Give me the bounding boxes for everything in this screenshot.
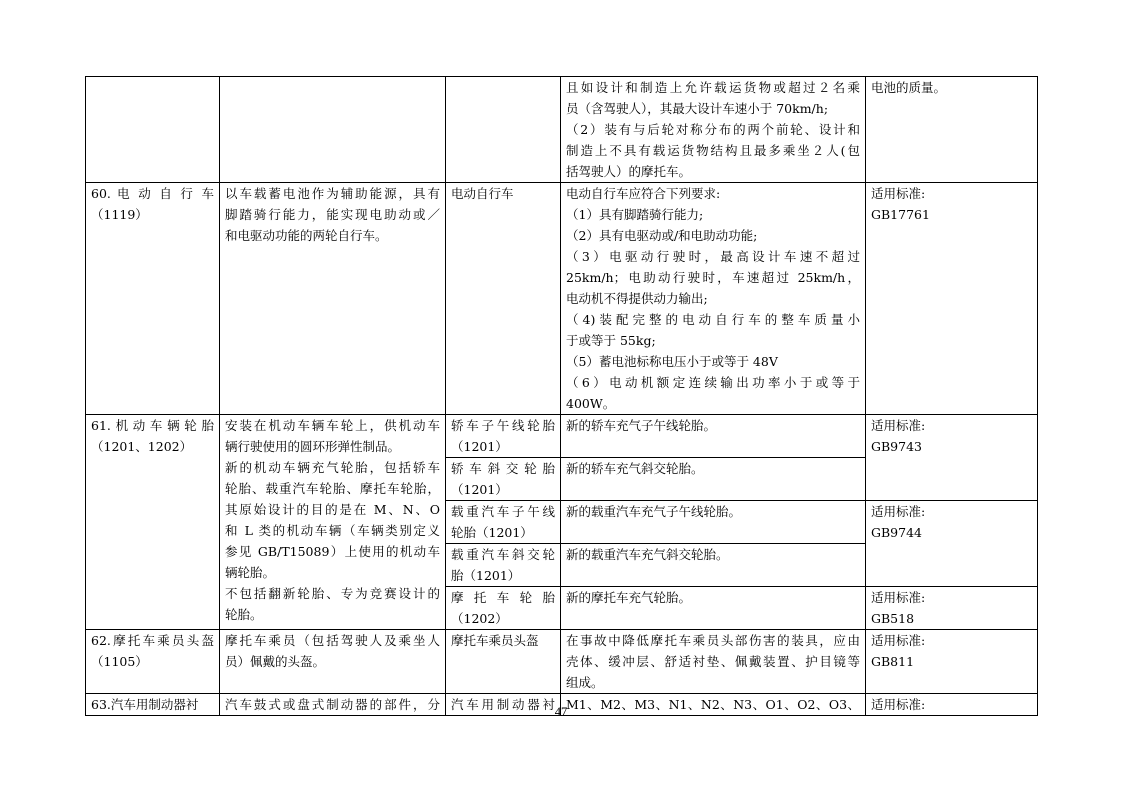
text-line: 60. 电 动 自 行 车 [91,186,214,201]
text-line: （1201） [451,439,508,454]
text-line: 胎（1201） [451,568,521,583]
text-line: GB17761 [871,207,930,222]
cell-standard [866,183,1038,415]
text-line: 400W。 [566,396,616,411]
text-line: 新的载重汽车充气子午线轮胎。 [566,504,742,519]
cell-requirements [561,587,866,630]
text-line: 轮胎（1201） [451,525,533,540]
text-line: 汽车用制动器衬 [451,697,555,712]
text-line: 和 L 类的机动车辆（车辆类别定义 [225,523,440,538]
cell-requirements [561,458,866,501]
text-line: GB9743 [871,439,922,454]
cell-product-name [446,183,561,415]
text-line: 其原始设计的目的是在 M、N、O [225,502,440,517]
standards-table [85,76,1038,716]
page-number: 47 [554,705,568,719]
text-line: 新的机动车辆充气轮胎，包括轿车 [225,460,440,475]
cell-definition [220,630,446,694]
text-line: 组成。 [566,675,604,690]
text-line: 电动自行车 [451,186,514,201]
cell-product-name [446,77,561,183]
cell-product-name [446,415,561,458]
text-line: 新的载重汽车充气斜交轮胎。 [566,547,729,562]
text-line: 壳体、缓冲层、舒适衬垫、佩戴装置、护目镜等 [566,654,860,669]
table-row [86,183,1038,415]
text-line: （1119） [91,207,148,222]
text-line: （1201） [451,482,508,497]
text-line: 在事故中降低摩托车乘员头部伤害的装具，应由 [566,633,860,648]
text-line: 员（含驾驶人），其最大设计车速小于 70km/h; [566,101,829,116]
text-line: （1105） [91,654,148,669]
text-line: 电池的质量。 [871,80,947,95]
text-line: （3）电驱动行驶时，最高设计车速不超过 [566,249,860,264]
text-line: （1201、1202） [91,439,193,454]
cell-requirements [561,415,866,458]
text-line: 参见 GB/T15089）上使用的机动车 [225,544,440,559]
text-line: 62.摩托车乘员头盔 [91,633,214,648]
text-line: 制造上不具有载运货物结构且最多乘坐２人(包 [566,143,860,158]
text-line: 适用标准: [871,418,926,433]
text-line: 汽车鼓式或盘式制动器的部件，分 [225,697,440,712]
cell-standard [866,77,1038,183]
text-line: 不包括翻新轮胎、专为竞赛设计的 [225,586,440,601]
cell-definition [220,415,446,630]
text-line: 括驾驶人）的摩托车。 [566,164,692,179]
cell-product-name [446,544,561,587]
text-line: 电动机不得提供动力输出; [566,291,708,306]
text-line: GB811 [871,654,915,669]
cell-standard [866,415,1038,501]
text-line: 25km/h；电助动行驶时，车速超过 25km/h， [566,270,860,285]
text-line: 且如设计和制造上允许载运货物或超过２名乘 [566,80,860,95]
text-line: GB518 [871,611,915,626]
text-line: 安装在机动车辆车轮上，供机动车 [225,418,440,433]
text-line: （1）具有脚踏骑行能力; [566,207,704,222]
cell-standard [866,501,1038,587]
text-line: （1202） [451,611,508,626]
table-row [86,415,1038,458]
text-line: 轿 车 斜 交 轮 胎 [451,461,555,476]
cell-requirements [561,77,866,183]
cell-requirements [561,183,866,415]
table-row [86,630,1038,694]
cell-product-category [86,630,220,694]
text-line: 轮胎。 [225,607,263,622]
table-row [86,77,1038,183]
text-line: 新的轿车充气子午线轮胎。 [566,418,717,433]
text-line: （4)装配完整的电动自行车的整车质量小 [566,312,860,327]
text-line: 于或等于 55kg; [566,333,656,348]
text-line: GB9744 [871,525,922,540]
text-line: 适用标准: [871,697,926,712]
text-line: 摩托车乘员（包括驾驶人及乘坐人 [225,633,440,648]
text-line: 63.汽车用制动器衬 [91,697,199,712]
cell-product-category [86,183,220,415]
cell-product-name [446,501,561,544]
cell-requirements [561,630,866,694]
cell-product-name [446,630,561,694]
text-line: 适用标准: [871,633,926,648]
text-line: 摩托车乘员头盔 [451,633,539,648]
text-line: 新的摩托车充气轮胎。 [566,590,692,605]
cell-standard [866,630,1038,694]
text-line: 适用标准: [871,504,926,519]
cell-definition [220,77,446,183]
cell-requirements [561,544,866,587]
text-line: 适用标准: [871,590,926,605]
text-line: （2）装有与后轮对称分布的两个前轮、设计和 [566,122,860,137]
cell-product-category [86,415,220,630]
cell-product-name [446,458,561,501]
text-line: 载重汽车斜交轮 [451,547,555,562]
text-line: 脚踏骑行能力，能实现电助动或／ [225,207,440,222]
text-line: 轿车子午线轮胎 [451,418,555,433]
text-line: （6）电动机额定连续输出功率小于或等于 [566,375,860,390]
cell-product-name [446,587,561,630]
text-line: 61.机动车辆轮胎 [91,418,214,433]
text-line: 辆行驶使用的圆环形弹性制品。 [225,439,401,454]
cell-product-category [86,77,220,183]
cell-standard [866,587,1038,630]
text-line: 员）佩戴的头盔。 [225,654,326,669]
text-line: 电动自行车应符合下列要求: [566,186,721,201]
text-line: M1、M2、M3、N1、N2、N3、O1、O2、O3、 [566,697,860,712]
text-line: 和电驱动功能的两轮自行车。 [225,228,388,243]
text-line: 辆轮胎。 [225,565,276,580]
text-line: 摩 托 车 轮 胎 [451,590,555,605]
text-line: 新的轿车充气斜交轮胎。 [566,461,704,476]
text-line: 轮胎、载重汽车轮胎、摩托车轮胎， [225,481,440,496]
cell-requirements [561,501,866,544]
text-line: （5）蓄电池标称电压小于或等于 48V [566,354,778,369]
text-line: 适用标准: [871,186,926,201]
text-line: 载重汽车子午线 [451,504,555,519]
text-line: （2）具有电驱动或/和电助动功能; [566,228,758,243]
text-line: 以车载蓄电池作为辅助能源，具有 [225,186,440,201]
cell-definition [220,183,446,415]
